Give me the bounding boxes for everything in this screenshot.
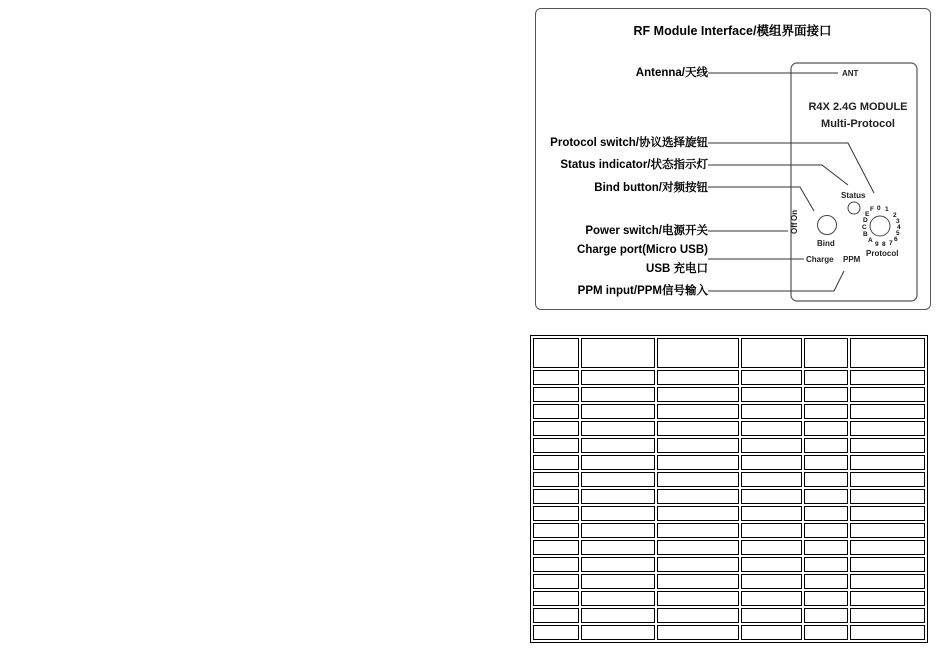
table-cell xyxy=(657,489,739,504)
table-cell xyxy=(850,608,925,623)
table-cell xyxy=(804,557,848,572)
table-cell xyxy=(581,506,655,521)
table-row xyxy=(533,506,925,521)
table-cell xyxy=(850,438,925,453)
empty-table xyxy=(530,335,928,643)
table-header-row xyxy=(533,338,925,368)
table-cell xyxy=(533,370,579,385)
table-cell xyxy=(581,438,655,453)
dial-digit: 6 xyxy=(894,236,898,243)
table-cell xyxy=(804,338,848,368)
table-cell xyxy=(850,557,925,572)
table-cell xyxy=(741,438,802,453)
protocol-dial xyxy=(870,216,890,236)
dial-digit: 9 xyxy=(875,241,879,248)
table-cell xyxy=(804,387,848,402)
table-cell xyxy=(804,455,848,470)
table-cell xyxy=(741,472,802,487)
antenna-callout: Antenna/天线 xyxy=(635,67,708,79)
table-cell xyxy=(850,591,925,606)
table-cell xyxy=(741,387,802,402)
table-cell xyxy=(533,338,579,368)
table-cell xyxy=(741,523,802,538)
table-row xyxy=(533,608,925,623)
table-cell xyxy=(804,625,848,640)
bind-button-callout: Bind button/对频按钮 xyxy=(594,182,708,194)
dial-digit: 2 xyxy=(893,212,897,219)
off-label: Off xyxy=(790,222,799,234)
table-cell xyxy=(850,540,925,555)
table-cell xyxy=(581,591,655,606)
table-row xyxy=(533,625,925,640)
table-cell xyxy=(804,540,848,555)
table-cell xyxy=(804,489,848,504)
table-cell xyxy=(581,455,655,470)
ant-label: ANT xyxy=(842,69,859,78)
table-cell xyxy=(741,404,802,419)
dial-digit: B xyxy=(863,231,868,238)
table-cell xyxy=(850,338,925,368)
table-cell xyxy=(533,557,579,572)
table-cell xyxy=(533,523,579,538)
table-cell xyxy=(581,540,655,555)
status-indicator-callout: Status indicator/状态指示灯 xyxy=(560,159,708,171)
dial-digit: 4 xyxy=(897,224,901,231)
table-cell xyxy=(657,574,739,589)
table-cell xyxy=(657,370,739,385)
table-cell xyxy=(741,591,802,606)
table-cell xyxy=(657,523,739,538)
table-cell xyxy=(804,574,848,589)
dial-digit: 3 xyxy=(896,218,900,225)
table-cell xyxy=(741,540,802,555)
charge-label: Charge xyxy=(806,255,834,264)
table-cell xyxy=(804,370,848,385)
charge-port-cn-callout: USB 充电口 xyxy=(646,263,708,275)
on-label: On xyxy=(790,209,799,221)
table-cell xyxy=(741,574,802,589)
table-cell xyxy=(533,404,579,419)
dial-digit: E xyxy=(865,211,870,218)
ppm-input-callout: PPM input/PPM信号输入 xyxy=(577,285,708,297)
table-cell xyxy=(741,421,802,436)
protocol-label: Protocol xyxy=(866,249,899,258)
table-cell xyxy=(657,338,739,368)
table-cell xyxy=(533,608,579,623)
table-row xyxy=(533,489,925,504)
table-cell xyxy=(533,387,579,402)
dial-digit: 0 xyxy=(877,205,881,212)
table-cell xyxy=(741,506,802,521)
module-subtitle: Multi-Protocol xyxy=(821,118,895,130)
table-cell xyxy=(533,591,579,606)
table-cell xyxy=(533,455,579,470)
dial-digit: A xyxy=(868,237,873,244)
table-cell xyxy=(741,608,802,623)
table-cell xyxy=(657,455,739,470)
table-cell xyxy=(804,608,848,623)
table-cell xyxy=(533,540,579,555)
table-cell xyxy=(657,540,739,555)
table-cell xyxy=(850,472,925,487)
table-cell xyxy=(581,574,655,589)
table-body xyxy=(533,338,925,640)
table-cell xyxy=(804,421,848,436)
ppm-leader xyxy=(708,271,844,291)
table-cell xyxy=(850,489,925,504)
bind-label: Bind xyxy=(817,239,835,248)
table-cell xyxy=(581,421,655,436)
table-cell xyxy=(657,506,739,521)
dial-digit: C xyxy=(862,224,867,231)
protocol-switch-callout: Protocol switch/协议选择旋钮 xyxy=(550,137,708,149)
table-row xyxy=(533,591,925,606)
table-row xyxy=(533,421,925,436)
table-cell xyxy=(804,472,848,487)
table-cell xyxy=(804,506,848,521)
table-row xyxy=(533,557,925,572)
table-cell xyxy=(741,625,802,640)
table-cell xyxy=(657,591,739,606)
table-cell xyxy=(581,489,655,504)
module-body xyxy=(791,63,917,301)
table-cell xyxy=(741,338,802,368)
status-led xyxy=(848,202,860,214)
table-cell xyxy=(581,370,655,385)
table-cell xyxy=(657,438,739,453)
table-cell xyxy=(804,591,848,606)
status-leader xyxy=(708,165,848,185)
table-cell xyxy=(850,625,925,640)
table-row xyxy=(533,455,925,470)
table-row xyxy=(533,540,925,555)
table-cell xyxy=(657,387,739,402)
dial-digit: 7 xyxy=(889,240,893,247)
table-cell xyxy=(581,404,655,419)
table-cell xyxy=(850,523,925,538)
table-cell xyxy=(850,421,925,436)
table-cell xyxy=(850,455,925,470)
table-cell xyxy=(741,455,802,470)
table-cell xyxy=(533,489,579,504)
table-cell xyxy=(533,438,579,453)
table-row xyxy=(533,370,925,385)
table-row xyxy=(533,387,925,402)
charge-port-callout: Charge port(Micro USB) xyxy=(577,244,708,256)
table-cell xyxy=(657,625,739,640)
table-row xyxy=(533,404,925,419)
table-cell xyxy=(533,472,579,487)
dial-digit: D xyxy=(863,217,868,224)
table-cell xyxy=(804,523,848,538)
dial-digit: F xyxy=(870,206,874,213)
table-cell xyxy=(850,506,925,521)
table-cell xyxy=(850,404,925,419)
table-cell xyxy=(581,472,655,487)
table-cell xyxy=(581,523,655,538)
table-cell xyxy=(657,472,739,487)
table-cell xyxy=(804,404,848,419)
table-cell xyxy=(533,625,579,640)
table-cell xyxy=(657,404,739,419)
table-row xyxy=(533,438,925,453)
table-cell xyxy=(741,557,802,572)
status-label: Status xyxy=(841,191,866,200)
table-cell xyxy=(533,506,579,521)
table-cell xyxy=(581,625,655,640)
table-row xyxy=(533,523,925,538)
table-cell xyxy=(657,608,739,623)
table-row xyxy=(533,472,925,487)
table-cell xyxy=(804,438,848,453)
table-cell xyxy=(657,421,739,436)
table-cell xyxy=(741,370,802,385)
rf-module-diagram xyxy=(535,8,931,310)
dial-digit: 8 xyxy=(882,241,886,248)
table-cell xyxy=(533,574,579,589)
table-cell xyxy=(581,608,655,623)
table-cell xyxy=(533,421,579,436)
bind-leader xyxy=(708,187,814,211)
table-cell xyxy=(741,489,802,504)
diagram-title: RF Module Interface/模组界面接口 xyxy=(633,24,832,38)
power-switch-callout: Power switch/电源开关 xyxy=(585,225,708,237)
module-title: R4X 2.4G MODULE xyxy=(808,101,908,113)
table-cell xyxy=(850,370,925,385)
bind-button-shape xyxy=(818,216,837,235)
ppm-label: PPM xyxy=(843,255,861,264)
table-row xyxy=(533,574,925,589)
table-cell xyxy=(657,557,739,572)
dial-digit: 1 xyxy=(885,206,889,213)
table-cell xyxy=(581,387,655,402)
table-cell xyxy=(850,387,925,402)
table-cell xyxy=(850,574,925,589)
table-cell xyxy=(581,557,655,572)
dial-digit: 5 xyxy=(896,230,900,237)
table-cell xyxy=(581,338,655,368)
